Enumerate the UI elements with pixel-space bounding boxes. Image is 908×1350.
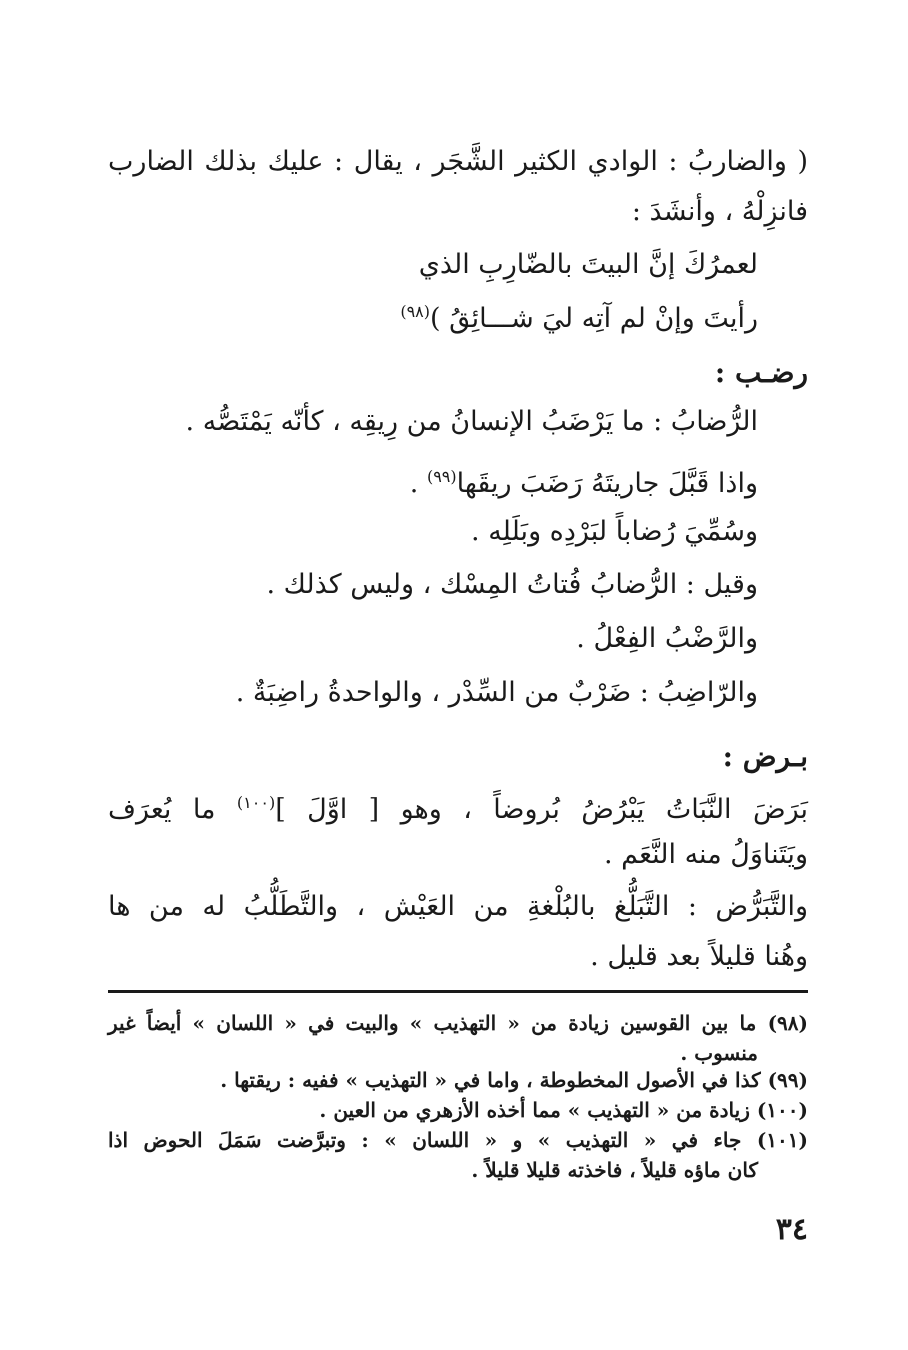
footnote-98-line-1: (٩٨) ما بين القوسين زيادة من « التهذيب » والبيت في « اللسان » أيضاً غير bbox=[108, 1011, 808, 1035]
entry-line-4: وقيل : الرُّضابُ فُتاتُ المِسْك ، وليس كذلك . bbox=[266, 569, 758, 600]
poem-verse-2-text: رأيتَ وإنْ لم آتِه ليَ شـــائِقُ ) bbox=[430, 303, 758, 334]
footnote-101-line-1: (١٠١) جاء في « التهذيب » و « اللسان » : وتبرَّضت سَمَلَ الحوض اذا bbox=[108, 1128, 808, 1152]
entry-b-line-1-text: بَرَضَ النَّبَاتُ يَبْرُضُ بُروضاً ، وهو [ اوَّلَ ] bbox=[275, 794, 809, 825]
text-line-2: فانزِلْهُ ، وأنشَدَ : bbox=[631, 196, 808, 227]
entry-line-2 bbox=[410, 460, 758, 501]
page-number: ٣٤ bbox=[775, 1212, 808, 1247]
entry-line-1: الرُّضابُ : ما يَرْضَبُ الإنسانُ من رِيقِه ، كأنّه يَمْتَصُّه . bbox=[185, 406, 758, 437]
entry-b-line-1 bbox=[108, 786, 808, 827]
footnote-divider bbox=[108, 990, 808, 993]
entry-line-3: وسُمِّيَ رُضاباً لبَرْدِه وبَلَلِه . bbox=[471, 516, 758, 547]
entry-b-line-2: ويَتَناوَلُ منه النَّعَم . bbox=[603, 839, 808, 870]
entry-b-line-1-tail: ما يُعرَف bbox=[108, 794, 237, 825]
footnote-100: (١٠٠) زيادة من « التهذيب » مما أخذه الأزهري من العين . bbox=[319, 1098, 808, 1122]
entry-heading-barad: بـرض : bbox=[722, 740, 808, 773]
entry-line-2-text: واذا قَبَّلَ جاريتَهُ رَضَبَ ريقَها bbox=[456, 468, 758, 499]
footnote-99: (٩٩) كذا في الأصول المخطوطة ، واما في « التهذيب » ففيه : ريقتها . bbox=[220, 1068, 808, 1092]
entry-b-line-4: وهُنا قليلاً بعد قليل . bbox=[590, 941, 808, 972]
footnote-ref-98: (٩٨) bbox=[400, 302, 430, 321]
entry-line-2-tail: . bbox=[409, 468, 427, 499]
entry-b-line-3: والتَّبَرُّض : التَّبَلُّغ بالبُلْغةِ من العَيْش ، والتَّطَلُّبُ له من ها bbox=[108, 891, 808, 922]
entry-line-6: والرّاضِبُ : ضَرْبٌ من السِّدْر ، والواحدةُ راضِبَةٌ . bbox=[235, 677, 758, 708]
entry-line-5: والرَّضْبُ الفِعْلُ . bbox=[576, 623, 758, 654]
poem-verse-2 bbox=[400, 295, 758, 336]
poem-verse-1: لعمرُكَ إنَّ البيتَ بالضّارِبِ الذي bbox=[418, 249, 758, 280]
footnote-ref-99: (٩٩) bbox=[426, 467, 457, 486]
footnote-98-line-2: منسوب . bbox=[680, 1041, 758, 1065]
entry-heading-radab: رضـب : bbox=[714, 356, 808, 389]
footnote-101-line-2: كان ماؤه قليلاً ، فاخذته قليلا قليلاً . bbox=[471, 1158, 758, 1182]
text-line-1: ( والضاربُ : الوادي الكثير الشَّجَر ، يقال : عليك بذلك الضارب bbox=[108, 146, 808, 177]
footnote-ref-100: (١٠٠) bbox=[236, 793, 276, 812]
